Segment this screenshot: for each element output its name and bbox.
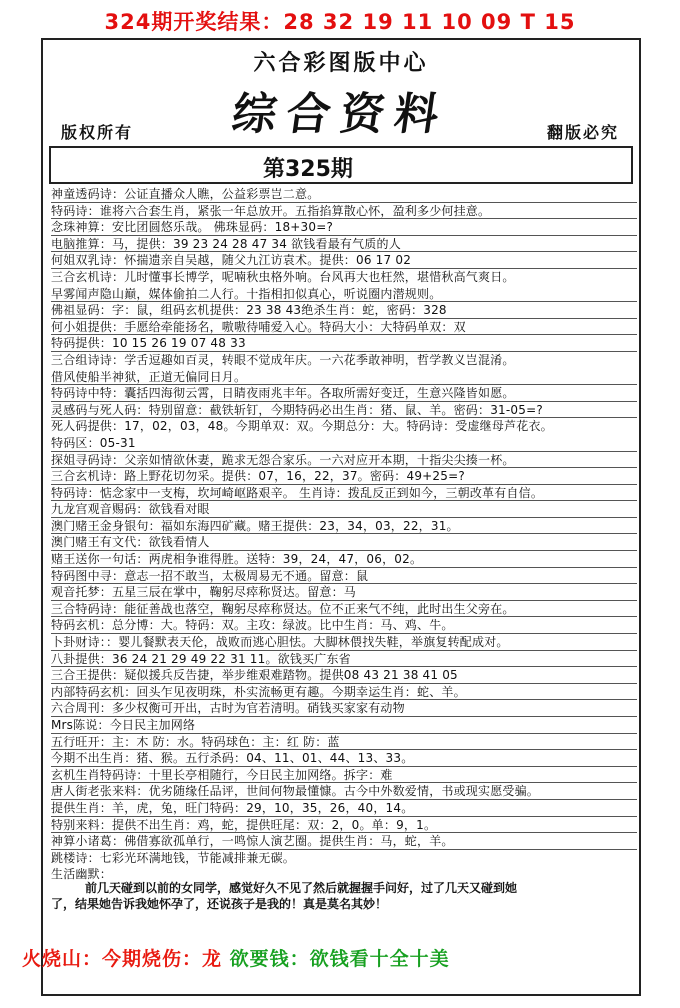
issue-number: 第325期 — [263, 157, 353, 182]
content-line: 特码诗中特：囊括四海彻云霄，日睛夜雨兆丰年。各取所需好变迁，生意兴隆皆如愿。 — [51, 385, 637, 402]
center-title: 六合彩图版中心 — [253, 50, 429, 76]
draw-result-title: 324期开奖结果：28 32 19 11 10 09 T 15 — [104, 10, 576, 34]
content-line: 借风使船半神狱，正道无偏同日月。 — [51, 369, 637, 386]
footer-fire-label: 火烧山：今期烧伤： — [22, 948, 203, 970]
content-line: 观音托梦：五星三辰在掌中，鞠躬尽瘁称贤达。留意：马 — [51, 584, 637, 601]
story-line: 了，结果她告诉我她怀孕了，还说孩子是我的！真是莫名其妙！ — [51, 897, 388, 911]
reprint-label: 翻版必究 — [546, 123, 619, 142]
content-line: 玄机生肖特码诗：十里长亭相随行，今日民主加网络。拆字：难 — [51, 767, 637, 784]
content-line: 八卦提供：36 24 21 29 49 22 31 11。欲钱买广东省 — [51, 651, 637, 668]
footer-money-text: 欲要钱：欲钱看十全十美 — [222, 948, 450, 970]
content-line: 特码诗：惦念家中一支梅，坎坷崎岖路艰辛。 生肖诗：拨乱反正到如今，三朝改革有自信。 — [51, 485, 637, 502]
content-line: 特码诗：谁将六合套生肖，紧张一年总放开。五指掐算散心怀，盈利多少何挂意。 — [51, 203, 637, 220]
footer-zodiac: 龙 — [202, 948, 223, 970]
content-line: 三合王提供：疑似援兵反告捷，举步维艰难踏物。提供08 43 21 38 41 05 — [51, 667, 637, 684]
content-line: 三合特码诗：能征善战也落空，鞠躬尽瘁称贤达。位不正来气不纯，此时出生父旁在。 — [51, 601, 637, 618]
copyright-label: 版权所有 — [61, 123, 134, 142]
content-line: 特别来料：提供不出生肖：鸡，蛇，提供旺尾：双：2，0。单：9，1。 — [51, 817, 637, 834]
story-line: 前几天碰到以前的女同学，感觉好久不见了然后就握握手问好，过了几天又碰到她 — [85, 881, 518, 895]
content-line: 三合玄机诗：儿时懂事长博学，呢喃秋虫格外响。台风再大也枉然，堪惜秋高气爽日。 — [51, 269, 515, 284]
content-line: 内部特码玄机：回头乍见夜明珠，朴实流畅更有趣。今期幸运生肖：蛇、羊。 — [51, 684, 637, 701]
content-line: 五行旺开：主：木 防：水。特码球色：主：红 防：蓝 — [51, 734, 637, 751]
content-line: 卜卦财诗：：婴儿餐默表天伦，战败而逃心胆怯。大脚林偎找失鞋，举旗复转配成对。 — [51, 634, 637, 651]
main-title: 综合资料 — [228, 89, 452, 140]
content-line: 六合周刊：多少权衡可开出，古时为官若清明。硝钱买家家有动物 — [51, 700, 637, 717]
newspaper-sheet — [41, 38, 641, 996]
content-line: 特码区：05-31 — [51, 435, 637, 452]
content-line: 今期不出生肖：猪、猴。五行杀码：04、11、01、44、13、33。 — [51, 750, 637, 767]
issue-box — [49, 146, 633, 184]
content-line: 探姐寻码诗：父亲如情欲休妻，跪求无怨合家乐。一六对应开本期，十指尖尖揍一杯。 — [51, 452, 637, 469]
content-line: 跳楼诗：七彩光环满地钱，节能减排兼无碳。 — [51, 850, 296, 865]
content-line: 赌王送你一句话：两虎相争谁得胜。送特：39，24，47，06，02。 — [51, 551, 637, 568]
humor-story — [51, 880, 631, 912]
content-line: 神童透码诗：公证直播众人瞧，公益彩票岂二意。 — [51, 186, 637, 203]
content-line: 何小姐提供：手愿给牵能扬名，嗷嗷待哺爱入心。特码大小：大特码单双：双 — [51, 319, 637, 336]
footer-banner — [22, 944, 450, 971]
content-line: 澳门赌王金身银句：福如东海四矿藏。赌王提供：23，34，03，22，31。 — [51, 518, 637, 535]
content-line: 唐人街老张来料：优劣随缘任品评，世间何物最懂慷。古今中外数爱情，书或现实愿受骗。 — [51, 783, 637, 800]
content-line: 神算小诸葛：佛借寡欲孤单行，一鸣惊人演艺圈。提供生肖：马，蛇，羊。 — [51, 833, 637, 850]
content-line: 特码提供：10 15 26 19 07 48 33 — [51, 335, 637, 352]
content-line: 死人码提供：17，02，03，48。今期单双：双。今期总分：大。特码诗：受虚继母芦花衣。 — [51, 419, 553, 434]
content-line: 特码玄机：总分博：大。特码：双。主攻：绿波。比中生肖：马、鸡、牛。 — [51, 617, 637, 634]
content-line: 电脑推算：马，提供：39 23 24 28 47 34 欲钱看最有气质的人 — [51, 236, 637, 253]
content-line: 三合玄机诗：路上野花切勿采。提供：07，16，22，37。密码：49+25=? — [51, 468, 637, 485]
content-line: Mrs陈说：今日民主加网络 — [51, 717, 637, 734]
content-line: 三合组诗诗：学舌逗趣如百灵，转眼不觉成年庆。一六花季敢神明，哲学教义岂混淆。 — [51, 352, 515, 367]
content-line: 灵感码与死人码：特别留意：截铁斩钉，今期特码必出生肖：猪、鼠、羊。密码：31-05=? — [51, 402, 637, 419]
content-line: 特码图中寻：意志一招不敢当，太极周易无不通。留意：鼠 — [51, 568, 637, 585]
content-lines — [51, 186, 637, 883]
content-line: 念珠神算：安比团圆悠乐哉。 佛珠显码：18+30=? — [51, 219, 637, 236]
content-line: 生活幽默： — [51, 867, 113, 882]
content-line: 澳门赌王有文代：欲钱看情人 — [51, 534, 637, 551]
content-line: 九龙宫观音赐码：欲钱看对眼 — [51, 501, 637, 518]
content-line: 何姐双乳诗：怀揣遗亲自吴越，随父九江访袁术。提供：06 17 02 — [51, 252, 637, 269]
content-line: 佛祖显码：字：鼠，组码玄机提供：23 38 43绝杀生肖：蛇，密码：328 — [51, 302, 637, 319]
content-line: 提供生肖：羊，虎，兔，旺门特码：29，10，35，26，40，14。 — [51, 800, 637, 817]
content-line: 早雾闻声隐山巅，媒体偷拍二人行。十指相扣似真心，听说圈内潜规则。 — [51, 286, 637, 303]
